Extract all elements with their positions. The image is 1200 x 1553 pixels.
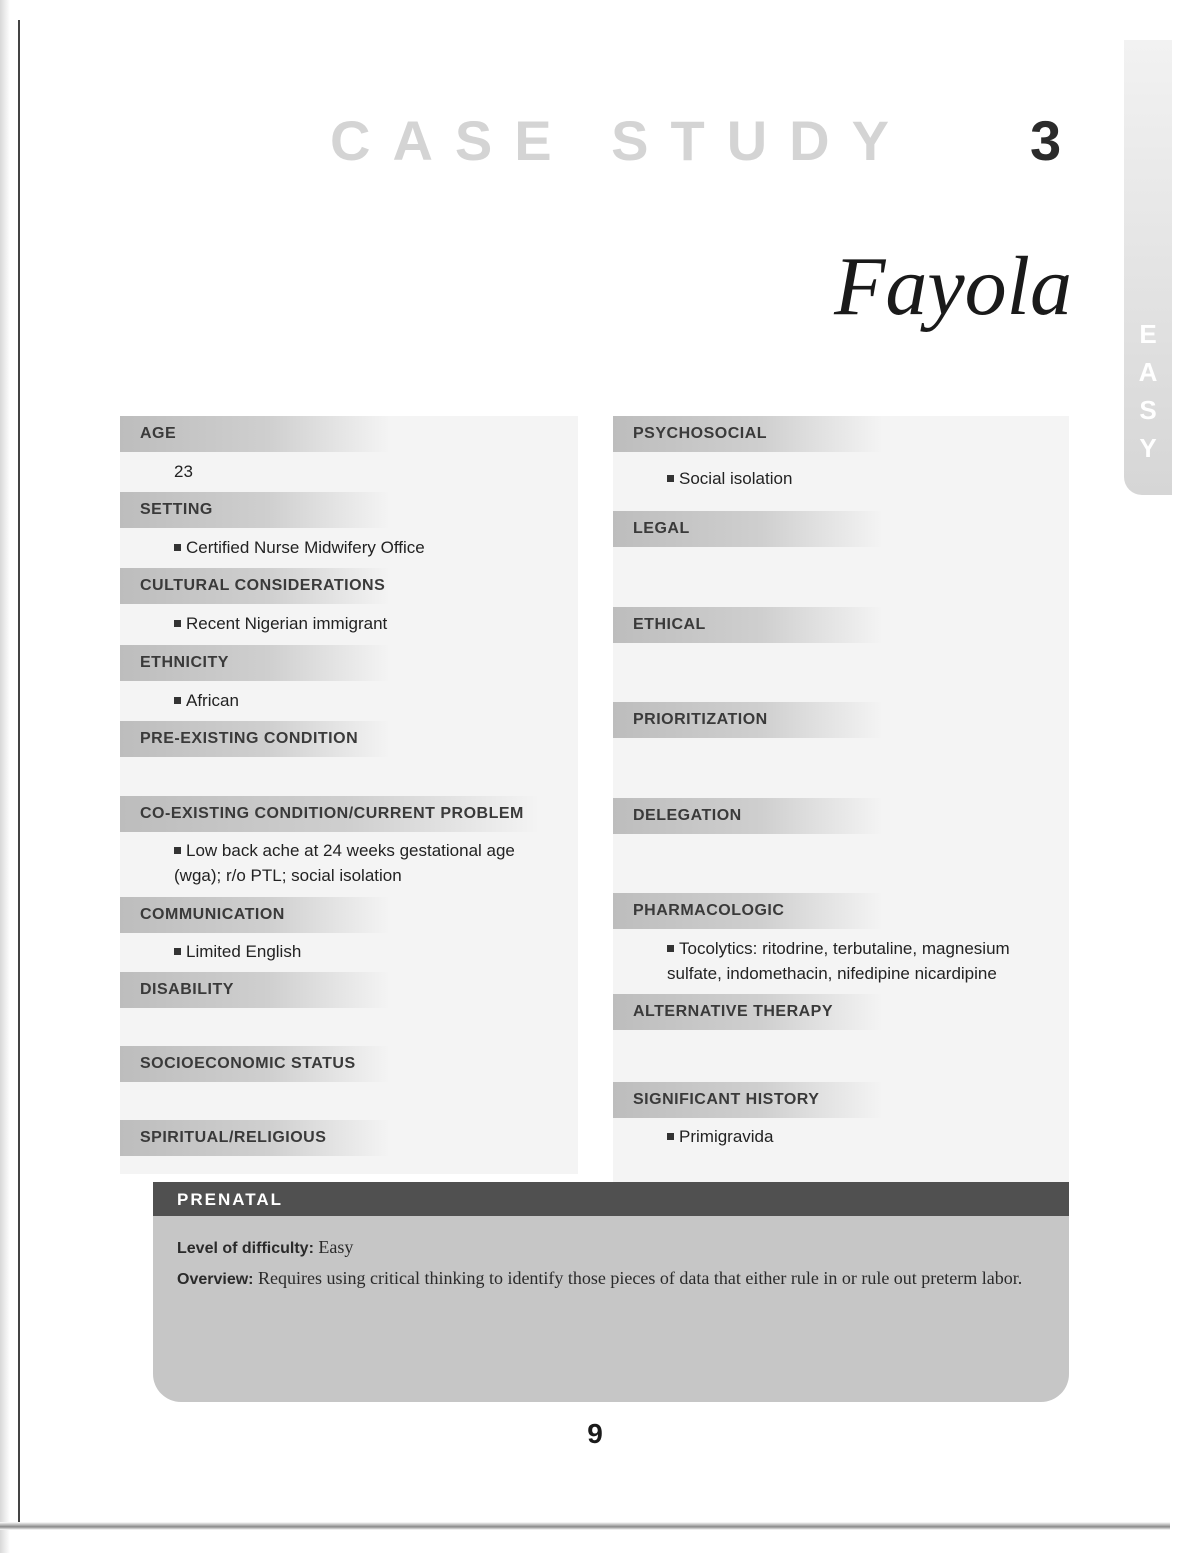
list-item (174, 838, 564, 888)
section-heading-pharmacologic: PHARMACOLOGIC (613, 893, 883, 929)
section-heading-pre-existing: PRE-EXISTING CONDITION (120, 721, 390, 757)
case-study-title: CASE STUDY (330, 109, 911, 172)
difficulty-tab-letter: Y (1139, 433, 1157, 463)
section-heading-ethnicity: ETHNICITY (120, 645, 390, 681)
list-item (667, 466, 792, 491)
page-number: 9 (587, 1418, 603, 1449)
bullet-icon (174, 697, 181, 704)
page-binding-shadow (0, 0, 10, 1553)
difficulty-value: Easy (318, 1237, 354, 1257)
patient-name: Fayola (834, 240, 1072, 333)
case-study-number: 3 (1030, 109, 1062, 172)
age-value: 23 (174, 462, 193, 481)
section-heading-legal: LEGAL (613, 511, 883, 547)
section-heading-ethical: ETHICAL (613, 607, 883, 643)
section-heading-delegation: DELEGATION (613, 798, 883, 834)
difficulty-line (177, 1232, 1057, 1264)
section-heading-significant-history: SIGNIFICANT HISTORY (613, 1082, 883, 1118)
section-heading-setting: SETTING (120, 492, 390, 528)
section-heading-alternative-therapy: ALTERNATIVE THERAPY (613, 994, 883, 1030)
setting-value: Certified Nurse Midwifery Office (186, 538, 425, 557)
page-bottom-edge (0, 1522, 1170, 1530)
list-item (174, 688, 239, 713)
section-heading-co-existing: CO-EXISTING CONDITION/CURRENT PROBLEM (120, 796, 540, 832)
bullet-icon (667, 475, 674, 482)
pharmacologic-value: Tocolytics: ritodrine, terbutaline, magnesium sulfate, indomethacin, nifedipine nicardipine (667, 939, 1010, 983)
list-item (667, 936, 1062, 986)
significant-history-value: Primigravida (679, 1127, 774, 1146)
psychosocial-value: Social isolation (679, 469, 793, 488)
section-heading-spiritual: SPIRITUAL/RELIGIOUS (120, 1120, 390, 1156)
list-item (667, 1124, 773, 1149)
section-heading-cultural: CULTURAL CONSIDERATIONS (120, 568, 390, 604)
overview-text: Requires using critical thinking to identify those pieces of data that either rule in or rule out preterm labor. (257, 1268, 1023, 1288)
prenatal-header-bar (153, 1182, 1069, 1216)
prenatal-panel (153, 1182, 1069, 1402)
bullet-icon (174, 847, 181, 854)
section-heading-socioeconomic: SOCIOECONOMIC STATUS (120, 1046, 390, 1082)
difficulty-tab-letter: A (1138, 357, 1158, 387)
bullet-icon (174, 620, 181, 627)
section-heading-age: AGE (120, 416, 390, 452)
section-heading-psychosocial: PSYCHOSOCIAL (613, 416, 883, 452)
binding-line (18, 20, 20, 1530)
section-heading-communication: COMMUNICATION (120, 897, 390, 933)
difficulty-tab-label (1128, 315, 1168, 467)
overview-label: Overview: (177, 1271, 254, 1288)
overview-line (177, 1263, 1057, 1295)
cultural-value: Recent Nigerian immigrant (186, 614, 388, 633)
difficulty-tab-letter: E (1139, 319, 1157, 349)
prenatal-label: PRENATAL (177, 1190, 284, 1209)
list-item (174, 535, 425, 560)
list-item (174, 611, 387, 636)
ethnicity-value: African (186, 691, 239, 710)
bullet-icon (667, 945, 674, 952)
list-item (174, 939, 301, 964)
co-existing-value: Low back ache at 24 weeks gestational age (wga); r/o PTL; social isolation (174, 841, 515, 885)
section-heading-prioritization: PRIORITIZATION (613, 702, 883, 738)
bullet-icon (174, 544, 181, 551)
difficulty-tab-letter: S (1139, 395, 1157, 425)
difficulty-label: Level of difficulty: (177, 1240, 314, 1257)
communication-value: Limited English (186, 942, 302, 961)
bullet-icon (667, 1133, 674, 1140)
bullet-icon (174, 948, 181, 955)
section-heading-disability: DISABILITY (120, 972, 390, 1008)
